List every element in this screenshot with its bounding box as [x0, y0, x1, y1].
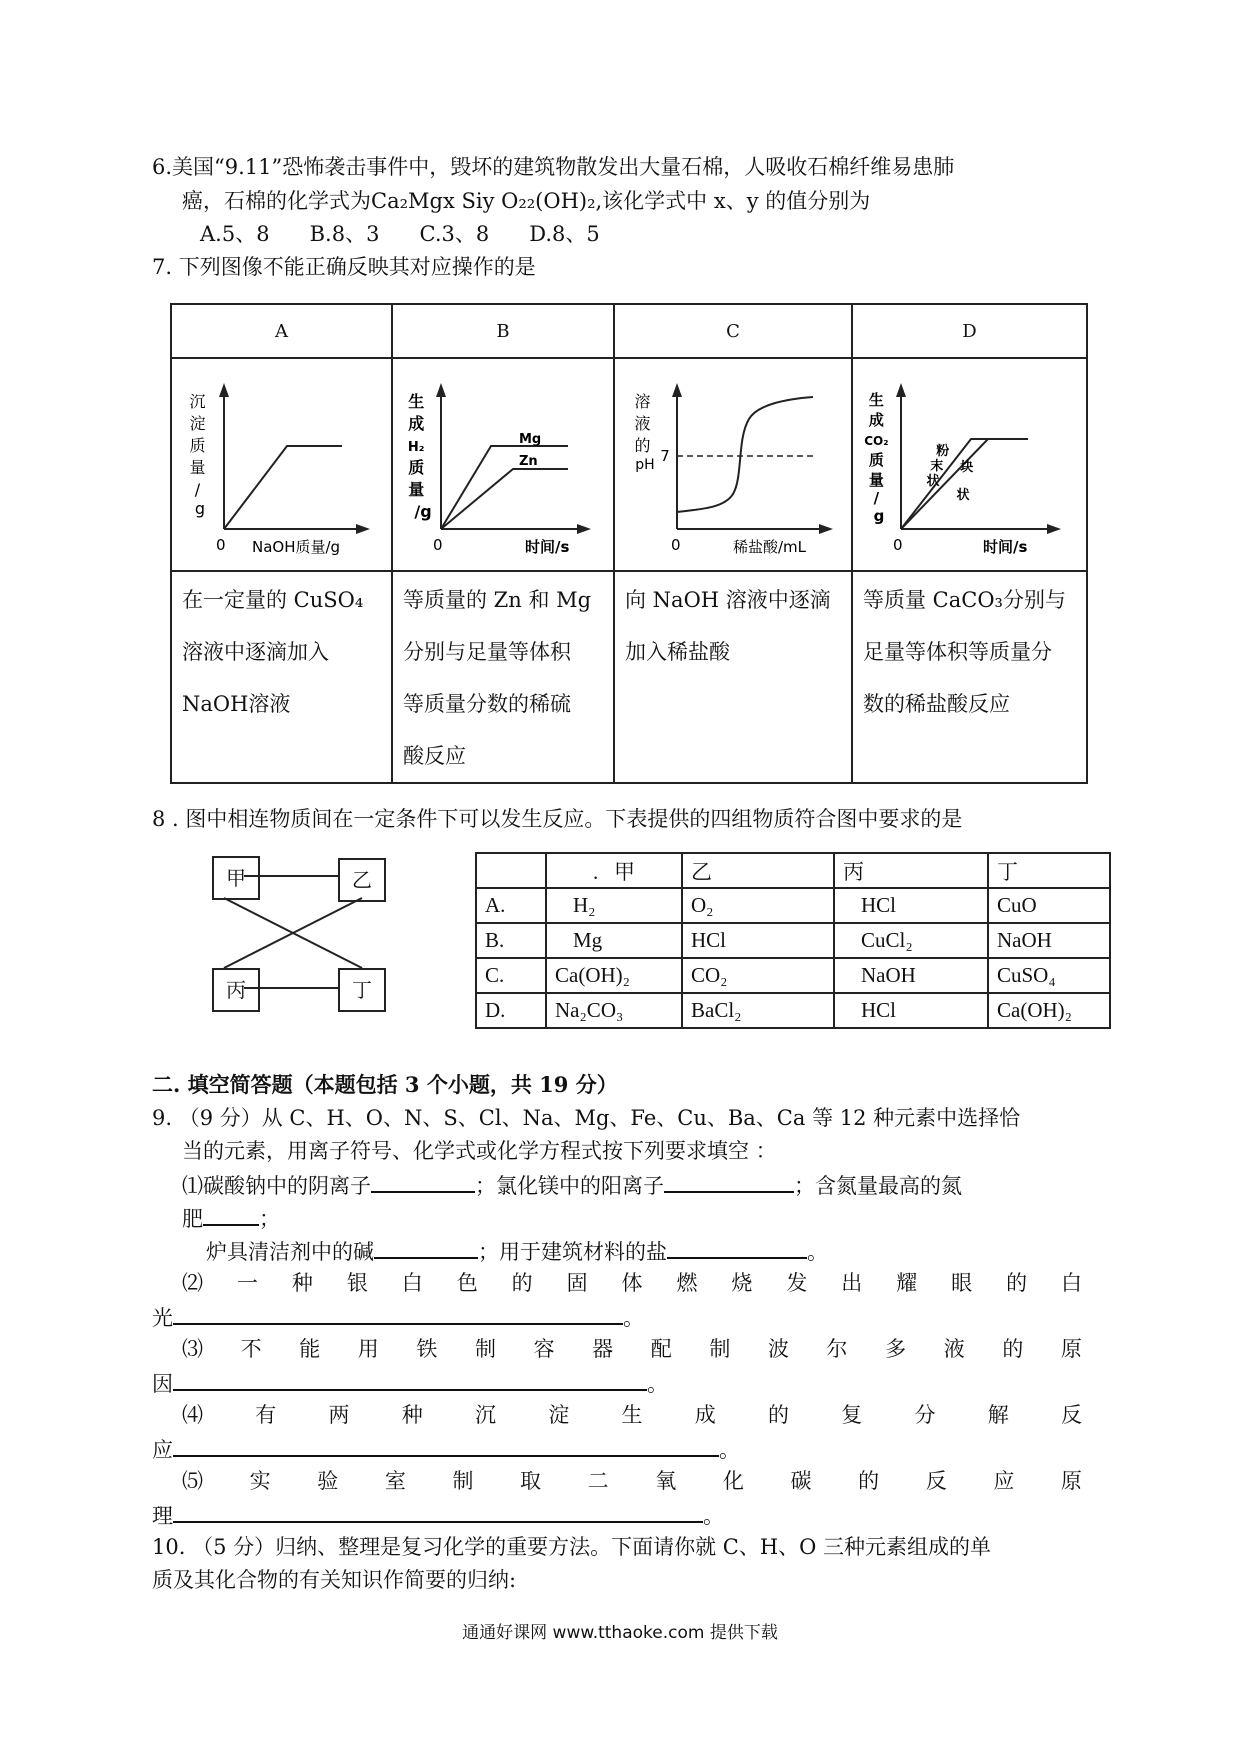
graph-b-label-mg: Mg	[519, 432, 542, 447]
q8-cell: B.	[476, 923, 546, 958]
q7-graph-c	[614, 358, 852, 571]
graph-d-curve-powder	[901, 439, 1028, 529]
q9-part-4: ⑷ 有 两 种 沉 淀 生 成 的 复 分 解 反	[182, 1403, 1082, 1427]
graph-d-axes	[896, 383, 1061, 534]
q9-p1-prompt: ；含氮量最高的氮	[794, 1174, 962, 1198]
answer-blank[interactable]	[173, 1433, 719, 1457]
q8-table-row	[476, 993, 1110, 1028]
q8-cell: Na₂CO₃	[546, 993, 682, 1028]
q8-table-row	[476, 888, 1110, 923]
q8-cell: CO₂	[682, 958, 834, 993]
q8-cell: HCl	[834, 993, 988, 1028]
q8-table-row	[476, 958, 1110, 993]
q6-line-2: 癌，石棉的化学式为Ca₂Mgx Siy O₂₂(OH)₂,该化学式中 x、y 的值分别为	[182, 189, 871, 213]
graph-b-axes	[436, 383, 591, 534]
graph-a-origin: 0	[216, 536, 226, 554]
q8-header-cell	[476, 853, 546, 888]
q8-cell: Ca(OH)₂	[988, 993, 1110, 1028]
graph-c-axes	[672, 383, 833, 534]
graph-d-origin: 0	[893, 536, 903, 554]
q7-head-b: B	[392, 304, 614, 358]
q9-p1-prompt: ；氯化镁中的阳离子	[475, 1174, 664, 1198]
graph-c-xlabel: 稀盐酸/mL	[733, 538, 807, 556]
answer-blank[interactable]	[667, 1235, 807, 1259]
graph-a-xlabel: NaOH质量/g	[252, 538, 341, 556]
q8-header-cell: 丁	[988, 853, 1110, 888]
graph-b-xlabel: 时间/s	[525, 538, 570, 556]
q8-header-cell: 乙	[682, 853, 834, 888]
q6-line-1: 6.美国“9.11”恐怖袭击事件中，毁坏的建筑物散发出大量石棉，人吸收石棉纤维易患肺	[152, 155, 955, 179]
q9-part-3: ⑶ 不 能 用 铁 制 容 器 配 制 波 尔 多 液 的 原	[182, 1337, 1082, 1361]
q8-stem: 8 . 图中相连物质间在一定条件下可以发生反应。下表提供的四组物质符合图中要求的是	[152, 807, 963, 831]
q8-cell: CuCl₂	[834, 923, 988, 958]
q7-graph-table	[170, 303, 1088, 784]
q8-cell: Mg	[546, 923, 682, 958]
q8-cell: A.	[476, 888, 546, 923]
q9-part-1	[182, 1169, 962, 1201]
q6-options: A.5、8 B.8、3 C.3、8 D.8、5	[200, 222, 600, 246]
q7-head-c: C	[614, 304, 852, 358]
q8-cell: HCl	[682, 923, 834, 958]
answer-blank[interactable]	[374, 1235, 478, 1259]
q10-line-1: 10. （5 分）归纳、整理是复习化学的重要方法。下面请你就 C、H、O 三种元素组成的单	[152, 1535, 992, 1559]
q7-stem: 7. 下列图像不能正确反映其对应操作的是	[152, 255, 536, 279]
graph-b-label-zn: Zn	[519, 454, 538, 469]
graph-b-origin: 0	[433, 536, 443, 554]
q7-graph-b	[392, 358, 614, 571]
q7-head-a: A	[171, 304, 392, 358]
q9-part-4-answer: 应 。	[152, 1433, 740, 1465]
q8-table-row	[476, 923, 1110, 958]
q8-cell: BaCl₂	[682, 993, 834, 1028]
q9-stem-1: 9. （9 分）从 C、H、O、N、S、Cl、Na、Mg、Fe、Cu、Ba、Ca 等 12 种元素中选择恰	[152, 1106, 1021, 1130]
q8-cell: C.	[476, 958, 546, 993]
graph-a-ylabel: 沉 淀 质 量 / g	[189, 392, 206, 518]
q7-graph-a	[171, 358, 392, 571]
answer-blank[interactable]	[173, 1499, 703, 1523]
q9-part-2-answer: 光 。	[152, 1301, 644, 1333]
q8-cell: D.	[476, 993, 546, 1028]
q8-cell: NaOH	[988, 923, 1110, 958]
q9-p1-prompt: 肥	[182, 1207, 203, 1231]
section-2-title: 二. 填空简答题（本题包括 3 个小题，共 19 分）	[152, 1072, 618, 1097]
q8-cell: CuO	[988, 888, 1110, 923]
q7-head-d: D	[852, 304, 1087, 358]
graph-d-ylabel: 生 成 CO₂ 质 量 / g	[864, 391, 889, 525]
answer-blank[interactable]	[203, 1202, 259, 1226]
graph-a-axes	[219, 383, 370, 534]
q9-part-5-answer: 理 。	[152, 1499, 724, 1531]
answer-blank[interactable]	[664, 1169, 794, 1193]
q8-cell: Ca(OH)₂	[546, 958, 682, 993]
graph-d-svg	[853, 359, 1086, 566]
graph-c-ylabel: 溶 液 的 pH	[634, 392, 655, 473]
q7-graph-d	[852, 358, 1087, 571]
node-jia: 甲	[212, 856, 260, 900]
graph-d-label-lump: 块 状	[956, 460, 974, 503]
graph-c-origin: 0	[671, 536, 681, 554]
q7-desc-d: 等质量 CaCO₃分别与 足量等体积等质量分 数的稀盐酸反应	[852, 571, 1087, 783]
answer-blank[interactable]	[173, 1301, 623, 1325]
q9-part-1-cont	[182, 1202, 280, 1234]
q8-cell: HCl	[834, 888, 988, 923]
q9-stem-2: 当的元素，用离子符号、化学式或化学方程式按下列要求填空 ：	[182, 1139, 777, 1163]
node-bing: 丙	[212, 968, 260, 1012]
graph-d-curve-lump	[901, 439, 1028, 529]
q8-cell: CuSO₄	[988, 958, 1110, 993]
q9-p1-prompt: ；	[259, 1207, 280, 1231]
q9-p1-prompt: 炉具清洁剂中的碱	[206, 1240, 374, 1264]
node-ding: 丁	[338, 968, 386, 1012]
q8-cell: H₂	[546, 888, 682, 923]
graph-c-svg	[615, 359, 851, 566]
q7-desc-a: 在一定量的 CuSO₄ 溶液中逐滴加入 NaOH溶液	[171, 571, 392, 783]
q9-part-2: ⑵ 一 种 银 白 色 的 固 体 燃 烧 发 出 耀 眼 的 白	[182, 1271, 1082, 1295]
graph-c-tick-7: 7	[660, 447, 670, 465]
graph-a-svg	[172, 359, 391, 566]
answer-blank[interactable]	[173, 1367, 647, 1391]
q9-p1-prompt: 。	[807, 1240, 828, 1264]
q9-part-3-answer: 因 。	[152, 1367, 668, 1399]
q7-desc-c: 向 NaOH 溶液中逐滴 加入稀盐酸	[614, 571, 852, 783]
graph-d-xlabel: 时间/s	[983, 538, 1028, 556]
graph-b-curve-mg	[441, 446, 568, 529]
q8-table-header-row	[476, 853, 1110, 888]
answer-blank[interactable]	[371, 1169, 475, 1193]
q9-part-5: ⑸ 实 验 室 制 取 二 氧 化 碳 的 反 应 原	[182, 1469, 1082, 1493]
graph-c-curve	[677, 397, 813, 512]
q8-header-cell: 丙	[834, 853, 988, 888]
q8-header-cell: . 甲	[546, 853, 682, 888]
graph-b-svg	[393, 359, 613, 566]
q7-desc-b: 等质量的 Zn 和 Mg 分别与足量等体积 等质量分数的稀硫 酸反应	[392, 571, 614, 783]
graph-d-label-powder: 粉 末 状	[926, 444, 950, 489]
q9-part-1-cont-2	[206, 1235, 828, 1267]
q10-line-2: 质及其化合物的有关知识作简要的归纳:	[152, 1568, 517, 1592]
graph-a-curve	[224, 446, 342, 529]
node-yi: 乙	[338, 858, 386, 902]
page-footer: 通通好课网 www.tthaoke.com 提供下载	[462, 1623, 778, 1643]
q8-materials-table	[475, 852, 1111, 1029]
q8-cell: NaOH	[834, 958, 988, 993]
q9-p1-prompt: ；用于建筑材料的盐	[478, 1240, 667, 1264]
q9-p1-prompt: ⑴碳酸钠中的阴离子	[182, 1174, 371, 1198]
graph-b-ylabel: 生 成 H₂ 质 量 /g	[407, 392, 432, 521]
q8-cell: O₂	[682, 888, 834, 923]
